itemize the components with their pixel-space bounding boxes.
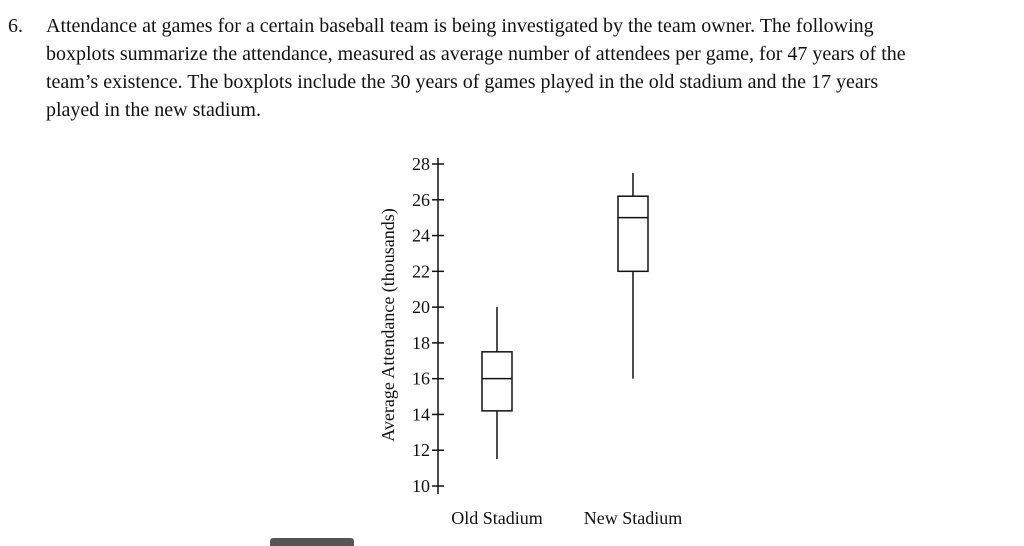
question-line: team’s existence. The boxplots include the 30 years of games played in the old stadium and the 17 years	[46, 71, 879, 93]
y-tick-label: 16	[412, 368, 430, 389]
question-line: played in the new stadium.	[46, 99, 261, 121]
y-tick-label: 24	[412, 225, 430, 246]
iqr-box	[618, 196, 648, 271]
y-tick-label: 22	[412, 261, 430, 282]
y-tick-label: 20	[412, 297, 430, 318]
question-line: boxplots summarize the attendance, measured as average number of attendees per game, for 47 years of the	[46, 43, 906, 65]
y-axis-label: Average Attendance (thousands)	[378, 208, 398, 442]
y-tick-label: 10	[412, 476, 430, 496]
category-label: New Stadium	[583, 508, 683, 528]
y-tick-label: 12	[412, 440, 430, 461]
question-number: 6.	[8, 15, 23, 37]
y-tick-label: 14	[412, 404, 430, 425]
category-label: Old Stadium	[451, 508, 543, 528]
y-tick-label: 26	[412, 189, 430, 210]
question-line: Attendance at games for a certain baseball team is being investigated by the team owner. The following	[46, 15, 874, 37]
partial-button-edge	[270, 538, 354, 546]
iqr-box	[482, 352, 512, 411]
y-tick-label: 18	[412, 332, 430, 353]
y-tick-label: 28	[412, 154, 430, 174]
